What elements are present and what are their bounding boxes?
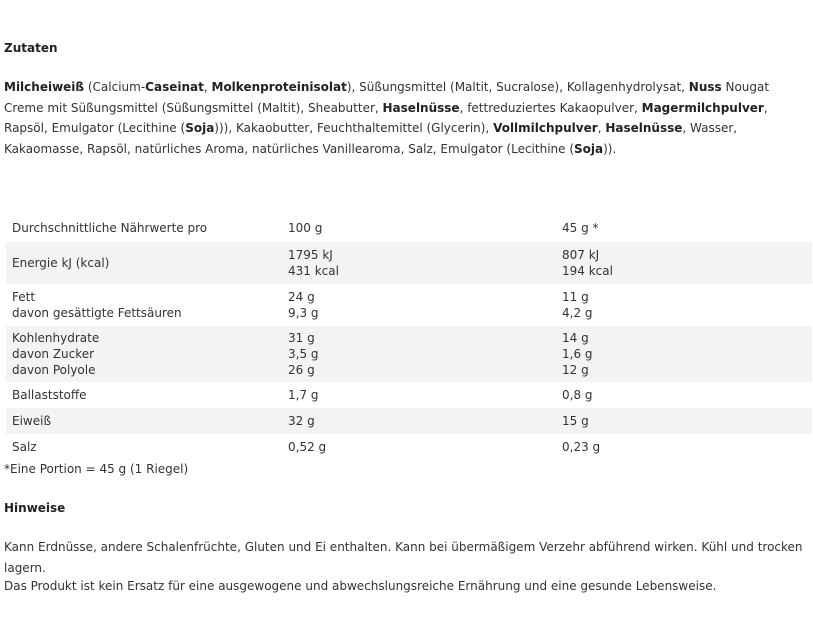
row-value-portion: 1,6 g [562,347,593,361]
row-value-portion: 0,8 g [562,388,593,402]
row-value-100g: 1,7 g [288,388,319,402]
row-value-100g: 9,3 g [288,306,319,320]
row-sublabel: davon Zucker [12,347,95,361]
allergen-term: Haselnüsse [605,121,683,135]
row-label: Eiweiß [12,414,52,428]
allergen-term: Nuss [688,80,722,94]
row-value-portion: 15 g [562,414,589,428]
row-value-portion: 11 g [562,290,589,304]
row-label: Kohlenhydrate [12,331,100,345]
ingredient-text: )). [603,141,617,156]
row-value-100g: 0,52 g [288,440,327,454]
allergen-term: Soja [185,121,215,135]
allergen-term: Magermilchpulver [641,100,764,115]
row-label: Energie kJ (kcal) [12,256,110,270]
notes-text-allergens: Kann Erdnüsse, andere Schalenfrüchte, Gluten und Ei enthalten. Kann bei übermäßigem Verzehr abführend wirken. Kühl und trocken lagern. [4,540,803,575]
ingredient-text: , [597,121,606,135]
nutrition-row-salt [6,434,812,460]
row-value-100g: 431 kcal [288,264,339,278]
ingredient-text: , Rapsöl, Emulgator (Lecithine ( [4,100,768,135]
nutrition-table [6,214,812,460]
ingredient-text: ))), Kakaobutter, Feuchthaltemittel (Glycerin), [214,121,494,135]
row-label: Salz [12,440,37,454]
nutrition-header-100g: 100 g [288,221,323,235]
nutrition-row-protein [6,408,812,434]
nutrition-header-row [6,214,812,242]
allergen-term: Molkenproteinisolat [211,80,347,94]
row-value-portion: 194 kcal [562,264,613,278]
row-sublabel: davon gesättigte Fettsäuren [12,306,182,320]
allergen-term: Soja [574,141,604,156]
row-value-100g: 1795 kJ [288,248,333,262]
row-value-100g: 26 g [288,363,315,377]
nutrition-row-fiber [6,382,812,408]
nutrition-row-fat [6,284,812,326]
nutrition-header-portion: 45 g * [562,221,599,235]
nutrition-header-label: Durchschnittliche Nährwerte pro [12,221,208,235]
row-value-100g: 3,5 g [288,347,319,361]
row-value-portion: 0,23 g [562,440,601,454]
notes-text-disclaimer: Das Produkt ist kein Ersatz für eine ausgewogene und abwechslungsreiche Ernährung und eine gesunde Lebensweise. [4,579,717,593]
ingredient-text: Nougat Creme mit Süßungsmittel (Süßungsmittel (Maltit), Sheabutter, [4,80,770,115]
row-label: Fett [12,290,36,304]
allergen-term: Haselnüsse [382,100,460,115]
ingredient-text: , [203,80,212,94]
nutrition-row-carbs [6,326,812,382]
notes-heading: Hinweise [4,501,66,515]
allergen-term: Vollmilchpulver [493,121,598,135]
row-value-portion: 14 g [562,331,589,345]
ingredients-text [4,77,809,159]
ingredients-heading: Zutaten [4,41,58,55]
row-value-100g: 31 g [288,331,315,345]
row-value-portion: 807 kJ [562,248,600,262]
row-value-100g: 32 g [288,414,315,428]
ingredient-text: (Calcium- [84,80,146,94]
row-label: Ballaststoffe [12,388,87,402]
row-value-100g: 24 g [288,290,315,304]
ingredient-text: ), Süßungsmittel (Maltit, Sucralose), Kollagenhydrolysat, [346,80,689,94]
row-value-portion: 4,2 g [562,306,593,320]
allergen-term: Milcheiweiß [4,80,85,94]
row-sublabel: davon Polyole [12,363,96,377]
ingredient-text: , fettreduziertes Kakaopulver, [459,100,642,115]
allergen-term: Caseinat [145,80,204,94]
row-value-portion: 12 g [562,363,589,377]
nutrition-row-energy [6,242,812,284]
portion-footnote: *Eine Portion = 45 g (1 Riegel) [4,462,189,476]
ingredient-text: , Wasser, Kakaomasse, Rapsöl, natürliches Aroma, natürliches Vanillearoma, Salz, Emulgator (Lecithine ( [4,121,738,156]
